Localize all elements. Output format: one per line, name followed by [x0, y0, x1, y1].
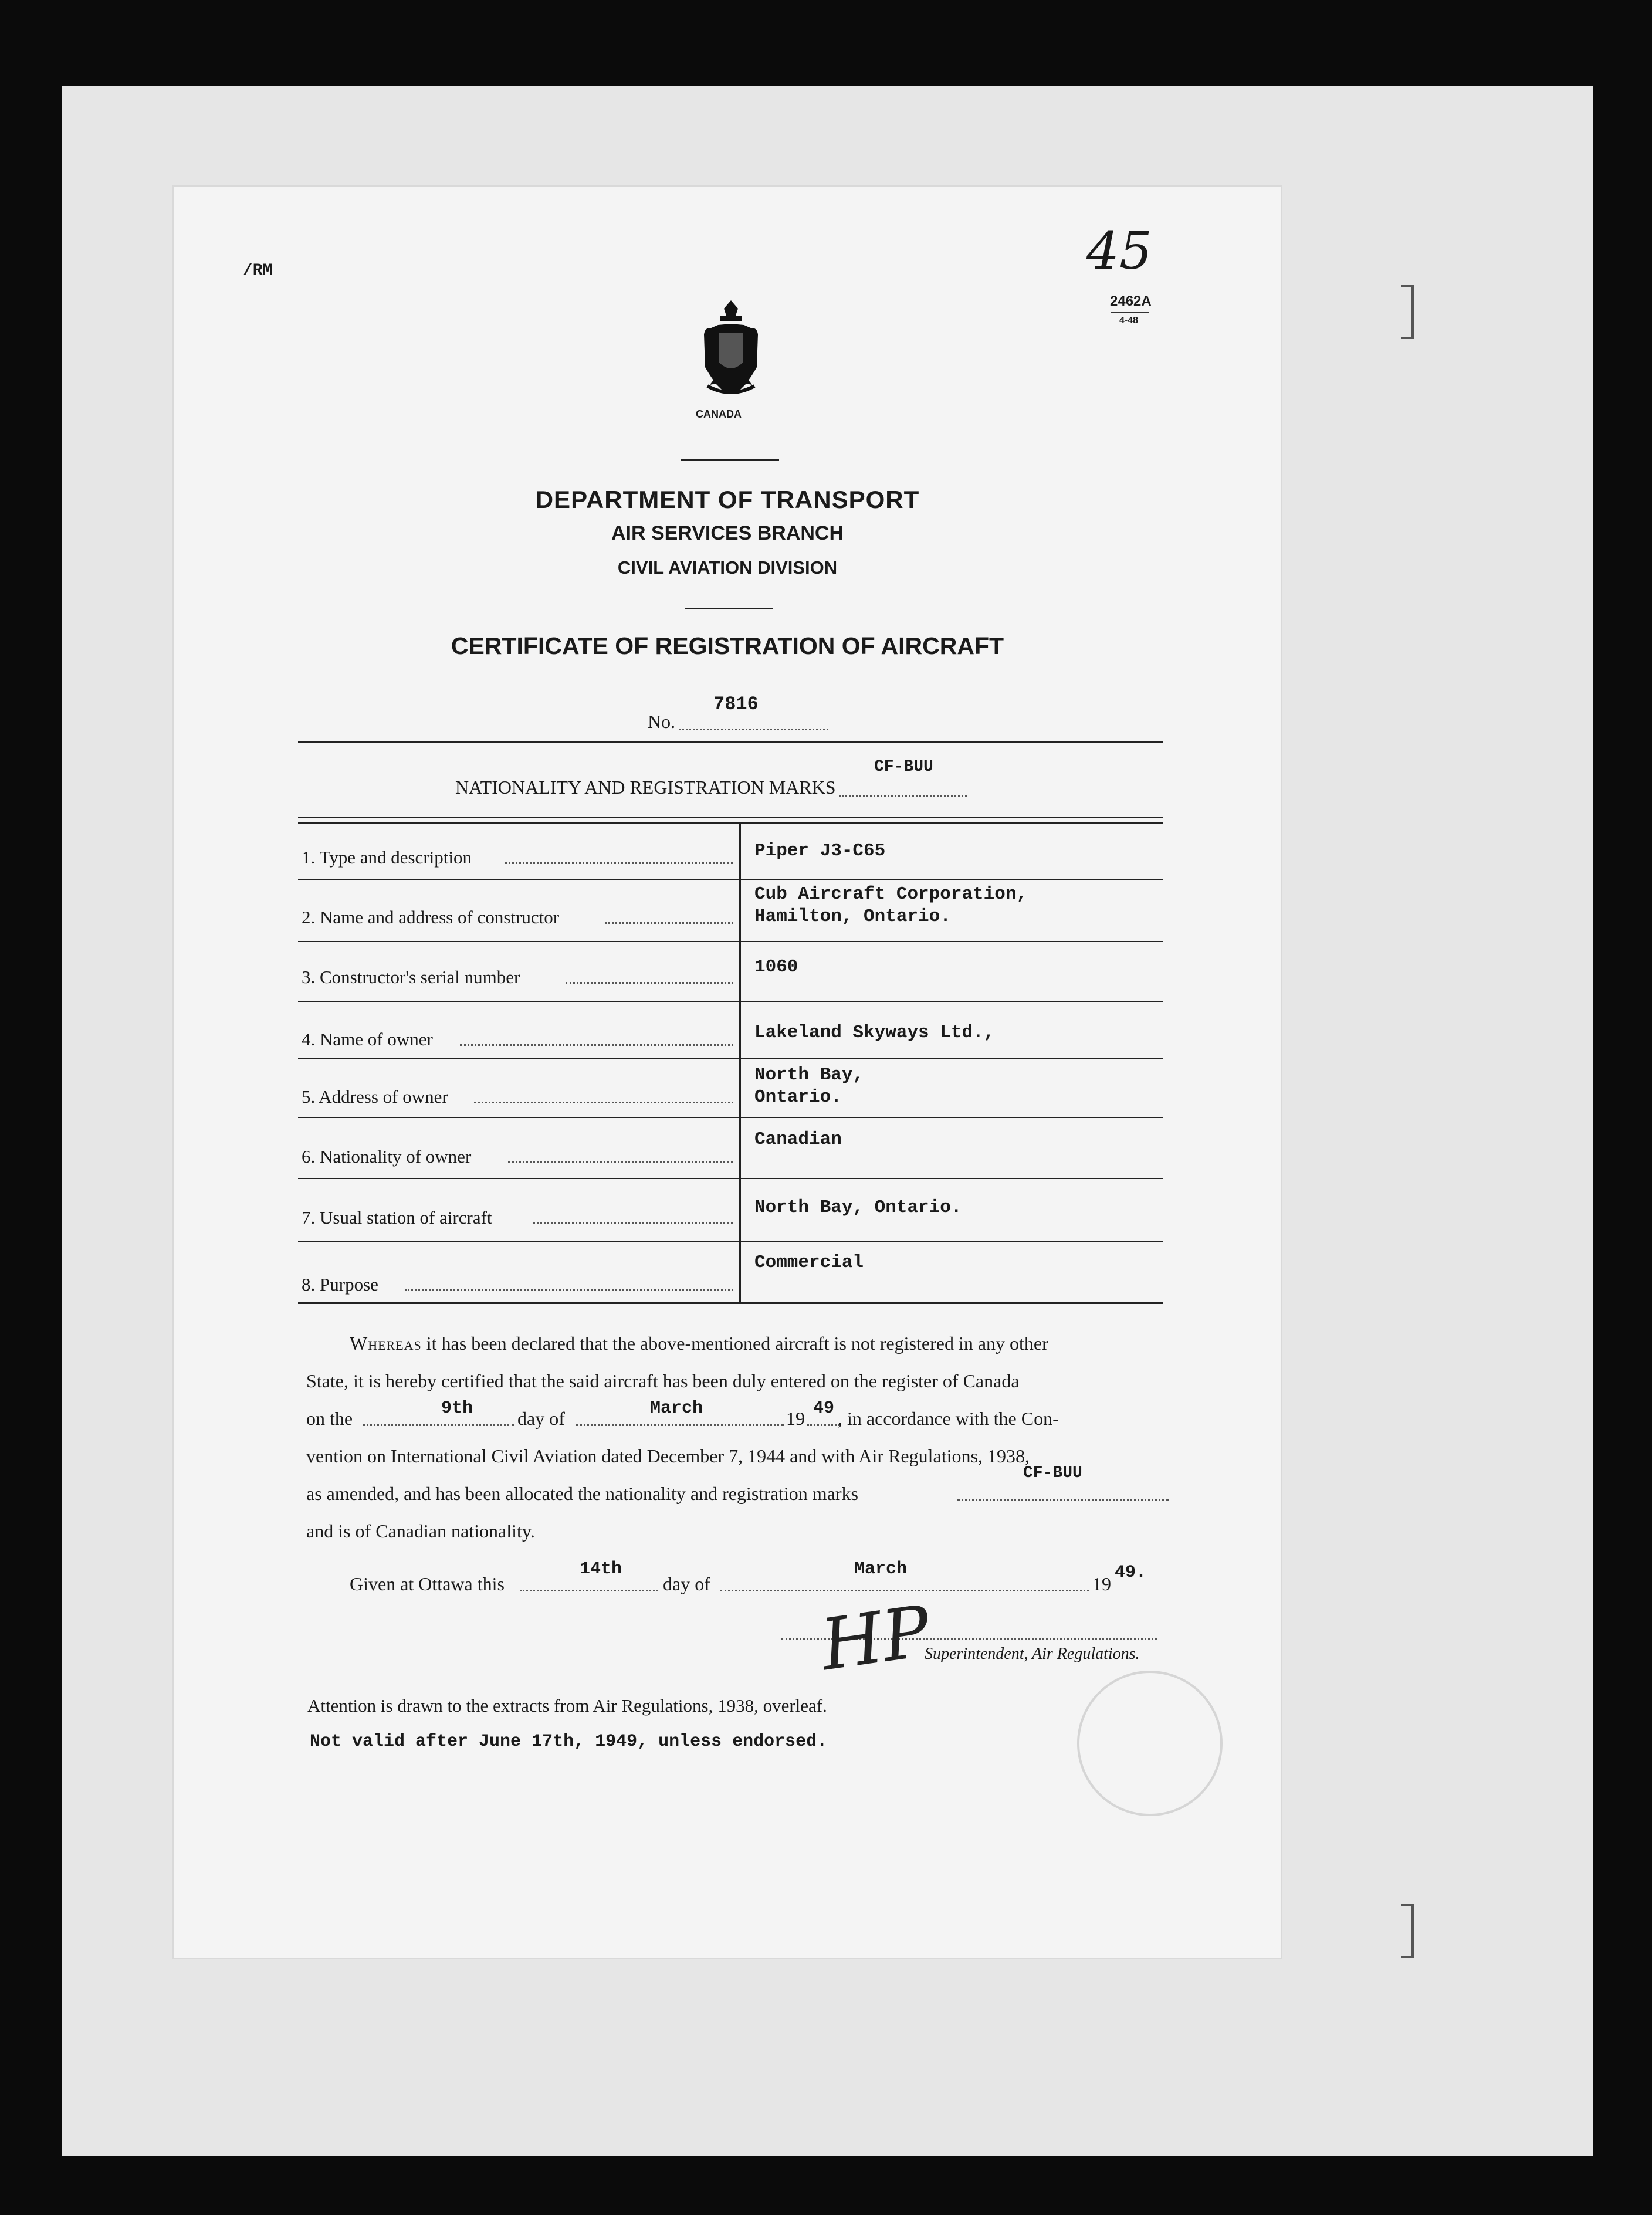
declaration-marks: CF-BUU — [1023, 1464, 1082, 1482]
attention-note: Attention is drawn to the extracts from Air Regulations, 1938, overleaf. — [307, 1695, 827, 1716]
field-value-owner-nationality: Canadian — [754, 1129, 842, 1150]
given-day-of: day of — [663, 1573, 710, 1594]
field-label-type: 1. Type and description — [302, 847, 472, 868]
canada-crest — [690, 298, 772, 404]
folio-number: 45 — [1086, 221, 1152, 281]
scan-edge-bracket-bottom — [1401, 1904, 1414, 1958]
declaration-day-of: day of — [517, 1408, 565, 1429]
marks-label: NATIONALITY AND REGISTRATION MARKS — [455, 777, 836, 798]
faint-registry-stamp — [1077, 1671, 1223, 1816]
field-label-owner-name: 4. Name of owner — [302, 1029, 433, 1049]
branch-title: AIR SERVICES BRANCH — [611, 522, 844, 544]
certificate-no-label: No. — [648, 711, 676, 732]
declaration-line-6: and is of Canadian nationality. — [306, 1520, 535, 1542]
given-day: 14th — [580, 1559, 622, 1579]
form-number: 2462A — [1110, 293, 1152, 309]
field-value-serial: 1060 — [754, 957, 798, 977]
certificate-page — [174, 187, 1281, 1958]
field-value-type: Piper J3-C65 — [754, 841, 886, 861]
field-value-owner-address: North Bay, Ontario. — [754, 1065, 864, 1108]
validity-note: Not valid after June 17th, 1949, unless endorsed. — [310, 1732, 828, 1752]
field-label-serial: 3. Constructor's serial number — [302, 967, 520, 987]
field-label-purpose: 8. Purpose — [302, 1274, 378, 1295]
form-date: 4-48 — [1119, 316, 1139, 326]
given-year: 49. — [1115, 1563, 1147, 1583]
declaration-year-prefix: 19 — [786, 1408, 805, 1429]
signature: HP — [816, 1590, 936, 1687]
field-value-owner-name: Lakeland Skyways Ltd., — [754, 1022, 995, 1043]
declaration-line-2: State, it is hereby certified that the said aircraft has been duly entered on the register of Canada — [306, 1370, 1020, 1391]
declaration-year: 49 — [813, 1398, 835, 1418]
declaration-lead-word: Whereas — [350, 1333, 422, 1354]
marks-value: CF-BUU — [874, 758, 933, 776]
field-label-constructor: 2. Name and address of constructor — [302, 907, 560, 927]
declaration-line-3-tail: , in accordance with the Con- — [838, 1408, 1059, 1429]
declaration-line-5: as amended, and has been allocated the nationality and registration marks — [306, 1483, 858, 1504]
fields-column-divider — [739, 822, 741, 1302]
field-label-owner-address: 5. Address of owner — [302, 1086, 448, 1107]
crest-caption: CANADA — [696, 408, 742, 420]
given-text: Given at Ottawa this — [350, 1573, 505, 1594]
department-title: DEPARTMENT OF TRANSPORT — [535, 486, 920, 513]
page-mark: /RM — [243, 262, 273, 280]
declaration-on-the: on the — [306, 1408, 353, 1429]
declaration-line-1: it has been declared that the above-mentioned aircraft is not registered in any other — [426, 1333, 1048, 1354]
field-value-usual-station: North Bay, Ontario. — [754, 1197, 962, 1218]
field-label-owner-nationality: 6. Nationality of owner — [302, 1146, 472, 1167]
scan-edge-bracket-top — [1401, 285, 1414, 339]
given-month: March — [854, 1559, 908, 1579]
field-label-usual-station: 7. Usual station of aircraft — [302, 1207, 492, 1228]
signature-title: Superintendent, Air Regulations. — [925, 1645, 1140, 1663]
certificate-no-value: 7816 — [713, 693, 759, 715]
given-year-prefix: 19 — [1092, 1573, 1111, 1594]
declaration-month: March — [650, 1398, 703, 1418]
declaration-day: 9th — [441, 1398, 473, 1418]
certificate-title: CERTIFICATE OF REGISTRATION OF AIRCRAFT — [451, 632, 1004, 659]
field-value-constructor: Cub Aircraft Corporation, Hamilton, Ontario. — [754, 884, 1028, 927]
declaration-line-4: vention on International Civil Aviation dated December 7, 1944 and with Air Regulations, 1938, — [306, 1445, 1030, 1466]
division-title: CIVIL AVIATION DIVISION — [617, 557, 838, 578]
field-value-purpose: Commercial — [754, 1252, 864, 1273]
